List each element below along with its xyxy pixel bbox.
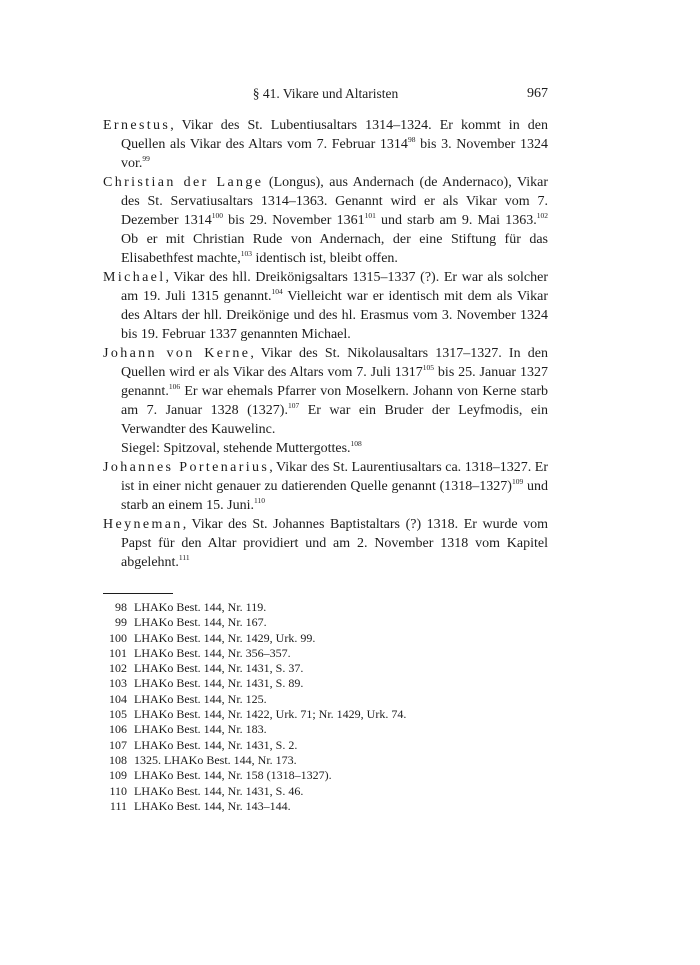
- entry-name: Johannes Portenarius: [103, 460, 270, 475]
- footnote: [103, 707, 548, 722]
- footnote-number: 103: [109, 676, 127, 691]
- section-title: § 41. Vikare und Altaristen: [252, 86, 399, 101]
- footnote: [103, 676, 548, 691]
- footnote-number: 107: [109, 737, 127, 752]
- footnote-number: 99: [115, 615, 127, 630]
- entry-name: Ernestus: [103, 118, 171, 133]
- footnote: [103, 615, 548, 630]
- entry-name: Heyneman: [103, 517, 183, 532]
- footnote: [103, 646, 548, 661]
- footnote-text: LHAKo Best. 144, Nr. 1431, S. 37.: [134, 661, 304, 676]
- entry-heyneman: Heyneman, Vikar des St. Johannes Baptistaltars (?) 1318. Er wurde vom Papst für den Altar providiert und am 2. November 1318 vom Kapitel abgelehnt.$^{111}$: [103, 517, 548, 570]
- footnote-text: LHAKo Best. 144, Nr. 119.: [134, 600, 267, 614]
- footnote: [103, 600, 548, 615]
- footnote-number: 101: [109, 645, 127, 660]
- footnote: [103, 799, 548, 814]
- footnote: [103, 692, 548, 707]
- footnote-ref: 103: [240, 249, 252, 258]
- footnote-number: 104: [109, 691, 127, 706]
- footnote-text: LHAKo Best. 144, Nr. 143–144.: [134, 798, 291, 813]
- footnote-text: LHAKo Best. 144, Nr. 1422, Urk. 71; Nr. 1429, Urk. 74.: [134, 707, 407, 722]
- footnote-ref: 105: [422, 363, 435, 372]
- footnote-number: 100: [109, 630, 127, 645]
- footnote-ref: 100: [211, 211, 223, 220]
- entry-christian-der-lange: Christian der Lange (Longus), aus Andernach (de Andernaco), Vikar des St. Servatiusaltars 1314–1363. Genannt wird er als Vikar vom 7. Dezember 1314$^{100}$ bis 29. November 1361$^{101}$ und starb am 9. Mai 1363.$^{102}$ Ob er mit Christian Rude von Andernach, der eine Stiftung für das Elisabethfest machte,$^{103}$ identisch ist, bleibt offen.: [103, 175, 548, 266]
- footnote-divider: [103, 593, 173, 594]
- entry-name: Christian der Lange: [103, 175, 264, 190]
- entry-name: Johann von Kerne: [103, 346, 251, 361]
- entry-johannes-portenarius: Johannes Portenarius, Vikar des St. Laurentiusaltars ca. 1318–1327. Er ist in einer nicht genauer zu datierenden Quelle genannt (1318–1327)$^{109}$ und starb an einem 15. Juni.$^{110}$: [103, 460, 548, 513]
- footnote-text: LHAKo Best. 144, Nr. 1431, S. 89.: [134, 676, 304, 691]
- entries-list: [103, 116, 548, 572]
- footnotes-list: [103, 600, 548, 814]
- footnote-number: 105: [109, 707, 127, 722]
- footnote: [103, 784, 548, 799]
- footnote-number: 98: [115, 600, 127, 614]
- footnote: [103, 738, 548, 753]
- footnote-ref: 110: [253, 496, 265, 505]
- footnote-ref: 108: [350, 439, 362, 448]
- footnote-text: LHAKo Best. 144, Nr. 1429, Urk. 99.: [134, 630, 316, 645]
- footnote-ref: 106: [168, 382, 181, 391]
- footnote-number: 106: [109, 722, 127, 737]
- footnote-ref: 98: [407, 135, 416, 144]
- footnote-ref: 111: [178, 553, 190, 562]
- footnote-number: 108: [109, 752, 127, 767]
- footnote-number: 109: [109, 768, 127, 783]
- footnote-ref: 102: [536, 211, 548, 220]
- footnote-ref: 101: [364, 211, 376, 220]
- footnote: [103, 661, 548, 676]
- footnote-text: LHAKo Best. 144, Nr. 125.: [134, 691, 267, 706]
- footnote: [103, 631, 548, 646]
- footnote: [103, 768, 548, 783]
- footnote-text: LHAKo Best. 144, Nr. 158 (1318–1327).: [134, 768, 332, 783]
- footnote-ref: 99: [142, 154, 150, 163]
- seal-note: Siegel: Spitzoval, stehende Muttergottes.$^{108}$: [121, 439, 362, 456]
- footnote-text: LHAKo Best. 144, Nr. 356–357.: [134, 645, 291, 660]
- entry-michael: Michael, Vikar des hll. Dreikönigsaltars 1315–1337 (?). Er war als solcher am 19. Juli 1315 genannt.$^{104}$ Vielleicht war er identisch mit dem als Vikar des Altars der hll. Dreikönige und des hl. Erasmus vom 3. November 1324 bis 19. Februar 1337 genannten Michael.: [103, 270, 549, 342]
- footnote-number: 102: [109, 661, 127, 676]
- footnote-text: LHAKo Best. 144, Nr. 167.: [134, 615, 267, 630]
- footnote-text: LHAKo Best. 144, Nr. 183.: [134, 722, 267, 737]
- footnote-text: 1325. LHAKo Best. 144, Nr. 173.: [134, 752, 297, 767]
- footnote-text: LHAKo Best. 144, Nr. 1431, S. 2.: [134, 737, 298, 752]
- footnote-number: 110: [109, 783, 127, 798]
- entry-johann-von-kerne: Johann von Kerne, Vikar des St. Nikolausaltars 1317–1327. In den Quellen wird er als Vikar des Altars vom 7. Juli 1317$^{105}$ bis 25. Januar 1327 genannt.$^{106}$ Er war ehemals Pfarrer von Moselkern. Johann von Kerne starb am 7. Januar 1328 (1327).$^{107}$ Er war ein Bruder der Leyfmodis, ein Verwandter des Kauwelinc.: [103, 346, 548, 437]
- footnote-number: 111: [109, 798, 127, 813]
- footnote-ref: 107: [287, 401, 300, 410]
- entry-ernestus: Ernestus, Vikar des St. Lubentiusaltars 1314–1324. Er kommt in den Quellen als Vikar des Altars vom 7. Februar 1314$^{98}$ bis 3. November 1324 vor.$^{99}$: [103, 118, 548, 171]
- footnote-ref: 104: [271, 287, 283, 296]
- entry-name: Michael: [103, 270, 166, 285]
- footnote-ref: 109: [511, 477, 524, 486]
- footnote-text: LHAKo Best. 144, Nr. 1431, S. 46.: [134, 783, 304, 798]
- page-number: 967: [527, 86, 548, 101]
- footnote: [103, 722, 548, 737]
- footnote: [103, 753, 548, 768]
